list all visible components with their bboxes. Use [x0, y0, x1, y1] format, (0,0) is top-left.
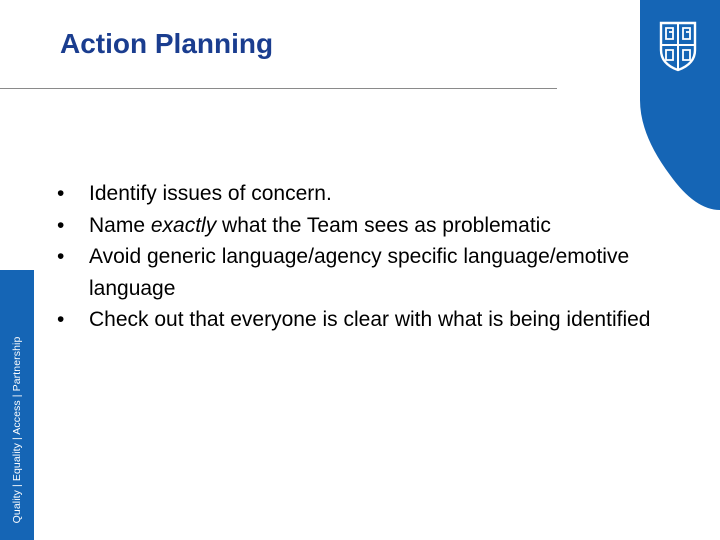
bullet-item: [55, 241, 655, 304]
bullet-item: [55, 304, 655, 336]
bullet-item: [55, 210, 655, 242]
bullet-list: [55, 178, 655, 336]
bullet-marker: •: [57, 182, 65, 205]
bullet-text: Identify issues of concern.: [89, 182, 332, 205]
side-tagline: Quality | Equality | Access | Partnership: [11, 336, 23, 524]
bullet-text: Check out that everyone is clear with what is being identified: [89, 308, 651, 331]
bullet-marker: •: [57, 245, 65, 268]
bullet-marker: •: [57, 213, 65, 237]
bullet-text-before: Name: [89, 213, 151, 237]
bullet-marker: •: [57, 308, 65, 331]
bullet-text-after: what the Team sees as problematic: [216, 213, 551, 237]
bullet-item: [55, 178, 655, 210]
title-divider: [0, 88, 557, 89]
shield-logo-icon: [658, 20, 698, 72]
slide-title: Action Planning: [60, 28, 274, 59]
bullet-text: Avoid generic language/agency specific language/emotive language: [89, 245, 630, 300]
bullet-emphasis: exactly: [150, 213, 217, 237]
